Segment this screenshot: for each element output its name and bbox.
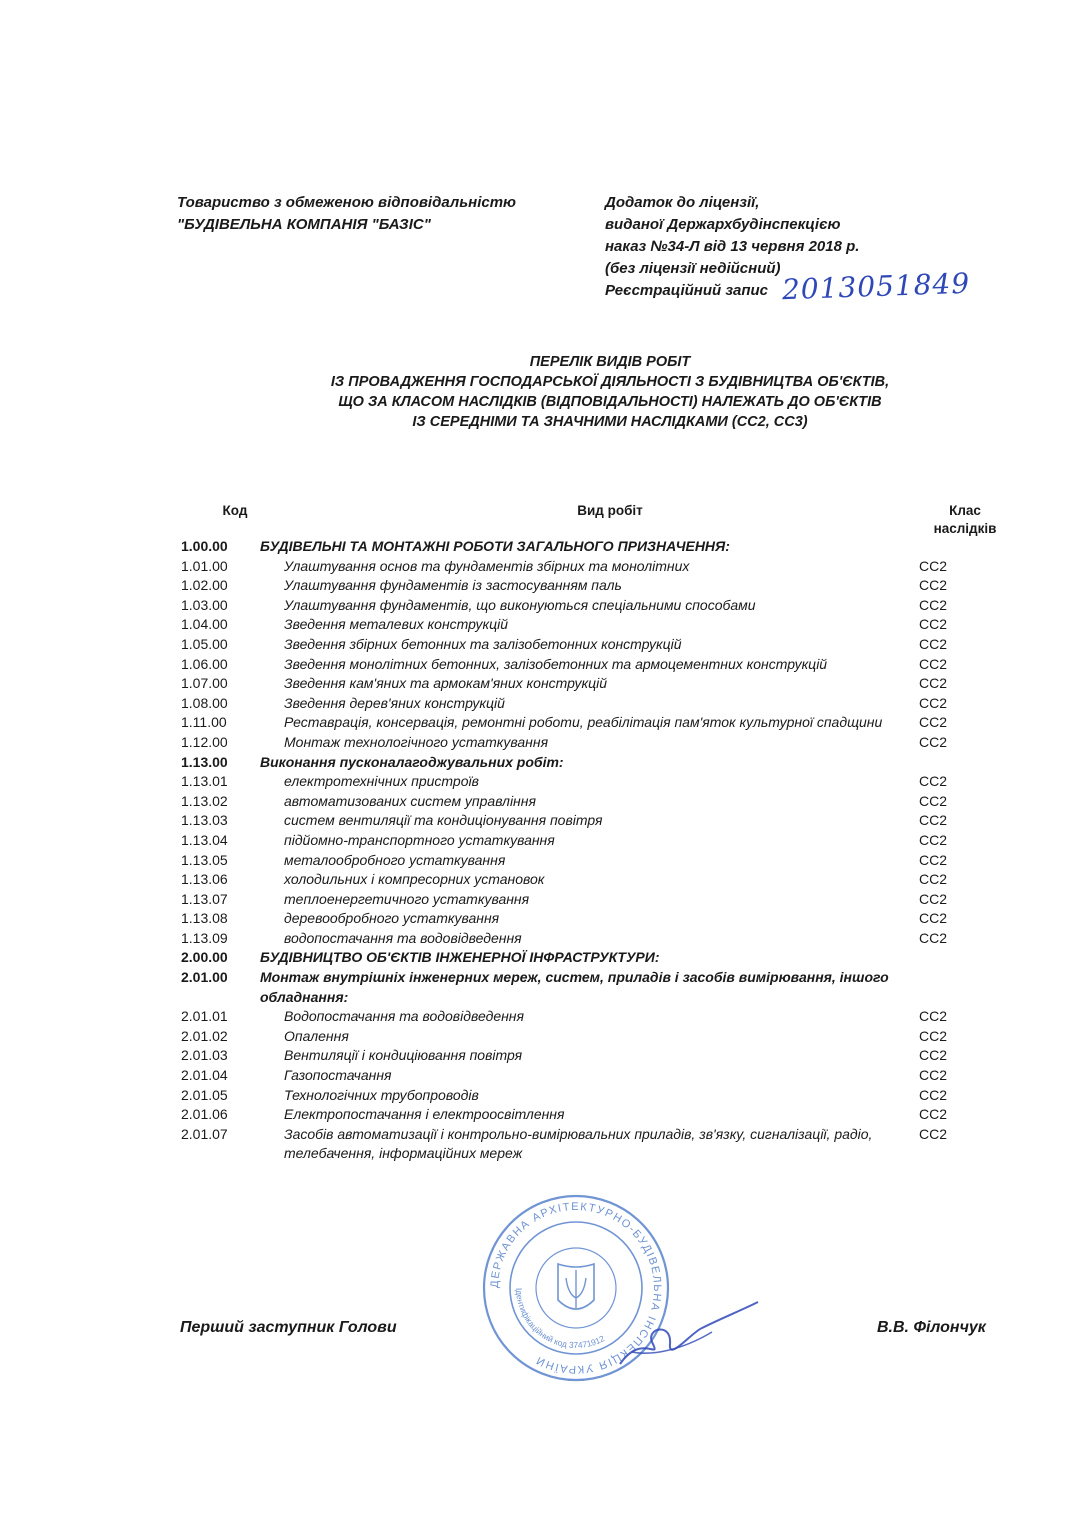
row-code: 1.04.00 — [181, 616, 228, 633]
row-code: 1.08.00 — [181, 694, 228, 711]
table-row — [0, 615, 1080, 635]
row-consequence-class: СС2 — [919, 1008, 948, 1025]
table-row — [0, 811, 1080, 831]
row-code: 2.01.04 — [181, 1067, 228, 1084]
row-consequence-class: СС2 — [919, 1027, 948, 1044]
row-description: Улаштування фундаментів із застосуванням паль — [284, 577, 622, 594]
row-description: систем вентиляції та кондиціонування повітря — [284, 812, 603, 829]
table-row — [0, 968, 1080, 1007]
row-consequence-class: СС2 — [919, 910, 948, 927]
row-code: 1.01.00 — [181, 557, 228, 574]
row-consequence-class: СС2 — [919, 929, 948, 946]
row-code: 1.13.08 — [181, 910, 228, 927]
row-consequence-class: СС2 — [919, 851, 948, 868]
row-consequence-class: СС2 — [919, 557, 948, 574]
company-line-1: Товариство з обмеженою відповідальністю — [177, 194, 517, 211]
row-consequence-class: СС2 — [919, 635, 948, 652]
row-code: 1.00.00 — [181, 538, 228, 554]
table-row — [0, 792, 1080, 812]
table-row — [0, 831, 1080, 851]
row-description: БУДІВНИЦТВО ОБ'ЄКТІВ ІНЖЕНЕРНОЇ ІНФРАСТРУКТУРИ: — [260, 949, 660, 966]
signatory-position: Перший заступник Голови — [180, 1319, 397, 1336]
row-code: 1.13.06 — [181, 871, 228, 888]
row-description: Електропостачання і електроосвітлення — [284, 1106, 565, 1123]
row-consequence-class: СС2 — [919, 773, 948, 790]
row-description: Зведення дерев'яних конструкцій — [284, 694, 505, 711]
registry-number: 2013051849 — [781, 266, 971, 307]
row-description: Зведення монолітних бетонних, залізобетонних та армоцементних конструкцій — [284, 655, 828, 672]
row-description: Водопостачання та водовідведення — [284, 1008, 524, 1025]
svg-text:Ідентифікаційний код 37471912 — [514, 1288, 606, 1350]
table-row — [0, 753, 1080, 773]
row-code: 2.01.00 — [181, 969, 228, 986]
row-code: 1.12.00 — [181, 733, 228, 750]
table-row — [0, 635, 1080, 655]
table-row — [0, 1066, 1080, 1086]
row-consequence-class: СС2 — [919, 1106, 948, 1123]
table-row — [0, 948, 1080, 968]
stamp-inner-text: Ідентифікаційний код 37471912 — [513, 1287, 607, 1351]
table-row — [0, 596, 1080, 616]
row-consequence-class: СС2 — [919, 890, 948, 907]
row-code: 1.06.00 — [181, 655, 228, 672]
column-header-class-line-2: наслідків — [933, 521, 997, 536]
registry-label: Реєстраційний запис — [605, 282, 769, 299]
work-types-table — [0, 537, 1080, 1164]
table-row — [0, 694, 1080, 714]
column-header-code: Код — [222, 503, 248, 518]
row-description: електротехнічних пристроїв — [284, 773, 479, 790]
table-row — [0, 772, 1080, 792]
row-description: деревообробного устаткування — [284, 910, 500, 927]
row-description: Газопостачання — [284, 1067, 392, 1084]
row-code: 1.07.00 — [181, 675, 228, 692]
license-line-3: наказ №34-Л від 13 червня 2018 р. — [605, 238, 860, 255]
row-description: Улаштування основ та фундаментів збірних та монолітних — [284, 557, 690, 574]
row-description: Виконання пусконалагоджувальних робіт: — [260, 753, 564, 770]
row-description: Зведення збірних бетонних та залізобетонних конструкцій — [284, 635, 682, 652]
row-description: Вентиляції і кондиціювання повітря — [284, 1047, 523, 1064]
table-row — [0, 1105, 1080, 1125]
row-description: підйомно-транспортного устаткування — [284, 831, 555, 848]
row-code: 1.03.00 — [181, 596, 228, 613]
table-row — [0, 890, 1080, 910]
company-line-2: "БУДІВЕЛЬНА КОМПАНІЯ "БАЗІС" — [177, 216, 431, 233]
column-header-work: Вид робіт — [577, 503, 643, 518]
row-code: 1.13.01 — [181, 773, 228, 790]
row-code: 1.05.00 — [181, 635, 228, 652]
row-consequence-class: СС2 — [919, 831, 948, 848]
handwritten-signature — [612, 1292, 762, 1382]
row-code: 2.01.01 — [181, 1008, 228, 1025]
row-code: 1.13.07 — [181, 890, 228, 907]
row-code: 2.01.07 — [181, 1125, 228, 1142]
row-consequence-class: СС2 — [919, 871, 948, 888]
license-line-2: виданої Держархбудінспекцією — [605, 216, 841, 233]
row-consequence-class: СС2 — [919, 616, 948, 633]
table-row — [0, 1125, 1080, 1164]
license-block — [605, 192, 971, 307]
row-consequence-class: СС2 — [919, 1067, 948, 1084]
row-consequence-class: СС2 — [919, 675, 948, 692]
row-description: Улаштування фундаментів, що виконуються спеціальними способами — [284, 596, 756, 613]
row-description: БУДІВЕЛЬНІ ТА МОНТАЖНІ РОБОТИ ЗАГАЛЬНОГО ПРИЗНАЧЕННЯ: — [260, 538, 730, 554]
table-row — [0, 851, 1080, 871]
row-code: 1.13.09 — [181, 929, 228, 946]
row-code: 2.01.03 — [181, 1047, 228, 1064]
row-code: 1.13.04 — [181, 831, 228, 848]
row-consequence-class: СС2 — [919, 714, 948, 731]
table-row — [0, 1007, 1080, 1027]
row-code: 1.13.00 — [181, 753, 228, 770]
row-consequence-class: СС2 — [919, 812, 948, 829]
row-code: 1.13.02 — [181, 792, 228, 809]
row-description: водопостачання та водовідведення — [284, 929, 522, 946]
row-code: 1.13.05 — [181, 851, 228, 868]
row-description: металообробного устаткування — [284, 851, 506, 868]
title-line-4: ІЗ СЕРЕДНІМИ ТА ЗНАЧНИМИ НАСЛІДКАМИ (СС2, СС3) — [412, 414, 808, 430]
row-consequence-class: СС2 — [919, 596, 948, 613]
table-row — [0, 674, 1080, 694]
row-consequence-class: СС2 — [919, 694, 948, 711]
row-code: 2.00.00 — [181, 949, 228, 966]
table-row — [0, 909, 1080, 929]
company-block — [177, 192, 516, 236]
table-row — [0, 733, 1080, 753]
row-description: Зведення металевих конструкцій — [284, 616, 508, 633]
table-row — [0, 537, 1080, 557]
row-description: теплоенергетичного устаткування — [284, 890, 530, 907]
row-code: 1.13.03 — [181, 812, 228, 829]
table-row — [0, 713, 1080, 733]
row-consequence-class: СС2 — [919, 577, 948, 594]
title-line-3: ЩО ЗА КЛАСОМ НАСЛІДКІВ (ВІДПОВІДАЛЬНОСТІ) НАЛЕЖАТЬ ДО ОБ'ЄКТІВ — [338, 394, 882, 410]
row-description: Засобів автоматизації і контрольно-вимірювальних приладів, зв'язку, сигналізації, радіо, телебачення, інформаційних мереж — [284, 1125, 873, 1162]
row-consequence-class: СС2 — [919, 655, 948, 672]
row-description: Монтаж технологічного устаткування — [284, 733, 549, 750]
table-row — [0, 557, 1080, 577]
column-header-class-line-1: Клас — [949, 503, 981, 518]
row-code: 1.11.00 — [181, 714, 227, 731]
table-row — [0, 1027, 1080, 1047]
row-consequence-class: СС2 — [919, 733, 948, 750]
row-consequence-class: СС2 — [919, 792, 948, 809]
row-code: 1.02.00 — [181, 577, 228, 594]
row-description: холодильних і компресорних установок — [284, 871, 545, 888]
table-row — [0, 1046, 1080, 1066]
row-description: Реставрація, консервація, ремонтні роботи, реабілітація пам'яток культурної спадщини — [284, 714, 883, 731]
table-row — [0, 655, 1080, 675]
signatory-name: В.В. Філончук — [877, 1319, 986, 1336]
table-row — [0, 870, 1080, 890]
title-line-1: ПЕРЕЛІК ВИДІВ РОБІТ — [529, 354, 691, 370]
row-description: автоматизованих систем управління — [284, 792, 536, 809]
row-description: Монтаж внутрішніх інженерних мереж, систем, приладів і засобів вимірювання, іншого обладнання: — [260, 969, 889, 1005]
row-code: 2.01.05 — [181, 1086, 228, 1103]
column-header-class — [910, 502, 1020, 538]
license-line-4: (без ліцензії недійсний) — [605, 260, 781, 277]
row-description: Технологічних трубопроводів — [284, 1086, 479, 1103]
title-line-2: ІЗ ПРОВАДЖЕННЯ ГОСПОДАРСЬКОЇ ДІЯЛЬНОСТІ З БУДІВНИЦТВА ОБ'ЄКТІВ, — [330, 374, 890, 390]
row-consequence-class: СС2 — [919, 1125, 948, 1142]
row-consequence-class: СС2 — [919, 1086, 948, 1103]
row-description: Опалення — [284, 1027, 349, 1044]
row-consequence-class: СС2 — [919, 1047, 948, 1064]
license-line-1: Додаток до ліцензії, — [605, 194, 760, 211]
stamp-outer-text: ДЕРЖАВНА АРХІТЕКТУРНО-БУДІВЕЛЬНА ІНСПЕКЦІЯ УКРАЇНИ — [488, 1200, 664, 1376]
table-row — [0, 929, 1080, 949]
row-description: Зведення кам'яних та армокам'яних конструкцій — [284, 675, 607, 692]
document-title — [200, 352, 1020, 432]
table-row — [0, 576, 1080, 596]
row-code: 2.01.06 — [181, 1106, 228, 1123]
table-row — [0, 1086, 1080, 1106]
row-code: 2.01.02 — [181, 1027, 228, 1044]
